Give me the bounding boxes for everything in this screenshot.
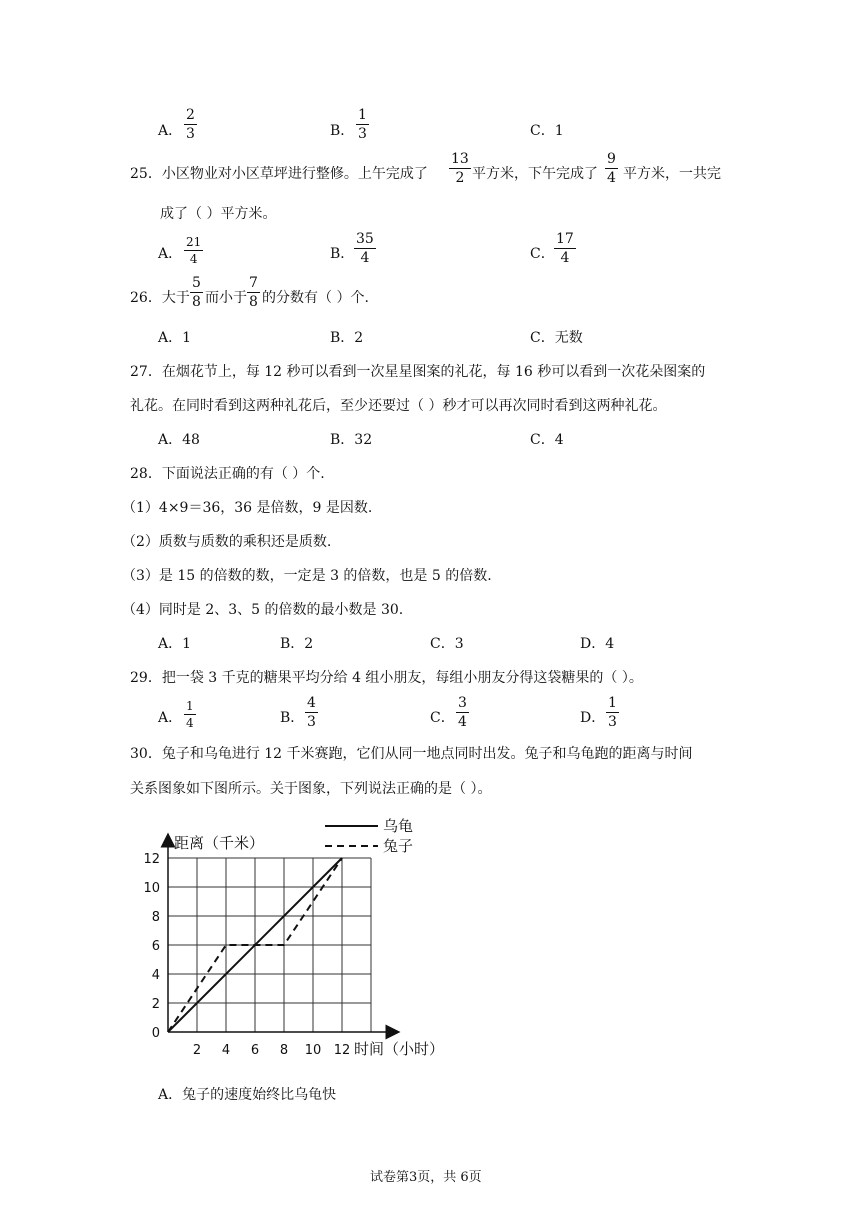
q29-option-b-fraction: $\frac{4}{3}$ bbox=[307, 695, 316, 730]
x-tick-label: 2 bbox=[192, 1043, 202, 1058]
q25-option-a-fraction: $\frac{21}{4}$ bbox=[186, 235, 202, 266]
q26-fraction-5-8: $\frac{5}{8}$ bbox=[192, 275, 201, 310]
y-axis-label: 距离（千米） bbox=[174, 834, 265, 852]
q25-fraction-9-4: $\frac{9}{4}$ bbox=[607, 151, 616, 186]
q27-option-a: A．48 bbox=[158, 432, 200, 448]
y-tick-label: 2 bbox=[151, 997, 160, 1012]
x-tick-label: 6 bbox=[250, 1043, 260, 1058]
q26-option-b: B．2 bbox=[330, 330, 364, 346]
q28-stem: 28．下面说法正确的有（ ）个. bbox=[130, 466, 325, 482]
x-tick-label: 4 bbox=[221, 1043, 231, 1058]
q25-option-a-label: A． bbox=[158, 246, 183, 262]
q25-stem-part2: 平方米，下午完成了 bbox=[472, 166, 598, 182]
x-axis-label: 时间（小时） bbox=[354, 1040, 445, 1058]
q29-option-a-label: A． bbox=[158, 710, 183, 726]
q25-option-b-label: B． bbox=[330, 246, 355, 262]
x-tick-label: 12 bbox=[333, 1043, 351, 1058]
q28-statement-3: （3）是 15 的倍数的数，一定是 3 的倍数，也是 5 的倍数. bbox=[122, 568, 492, 584]
q25-fraction-13-2: $\frac{13}{2}$ bbox=[451, 151, 469, 186]
q28-statement-4: （4）同时是 2、3、5 的倍数的最小数是 30. bbox=[122, 602, 404, 618]
y-tick-label: 10 bbox=[143, 881, 160, 896]
q27-option-b: B．32 bbox=[330, 432, 373, 448]
y-tick-label: 12 bbox=[143, 852, 160, 867]
x-tick-label: 10 bbox=[304, 1043, 322, 1058]
q25-option-c-label: C． bbox=[530, 246, 555, 262]
legend-label: 乌龟 bbox=[383, 817, 414, 835]
q26-stem-part3: 的分数有（ ）个. bbox=[262, 290, 369, 306]
q25-stem-part1: 25．小区物业对小区草坪进行整修。上午完成了 bbox=[130, 166, 428, 182]
y-tick-label: 6 bbox=[151, 939, 160, 954]
q29-option-d-fraction: $\frac{1}{3}$ bbox=[608, 695, 617, 730]
y-tick-label: 0 bbox=[151, 1026, 160, 1041]
q30-option-a: A．兔子的速度始终比乌龟快 bbox=[158, 1087, 337, 1103]
q28-statement-2: （2）质数与质数的乘积还是质数. bbox=[122, 534, 332, 550]
y-tick-label: 8 bbox=[151, 910, 160, 925]
q29-option-b-label: B． bbox=[280, 710, 305, 726]
q24-option-b-label: B． bbox=[330, 123, 355, 139]
q28-option-b: B．2 bbox=[280, 636, 314, 652]
x-tick-label: 8 bbox=[279, 1043, 289, 1058]
q25-stem-line2: 成了（ ）平方米。 bbox=[160, 206, 277, 222]
q30-stem-line2: 关系图象如下图所示。关于图象，下列说法正确的是（ ）。 bbox=[130, 781, 492, 797]
q28-option-a: A．1 bbox=[158, 636, 192, 652]
q26-option-c: C．无数 bbox=[530, 330, 583, 346]
q25-stem-part3: 平方米，一共完 bbox=[623, 166, 721, 182]
q24-option-b-fraction: $\frac{1}{3}$ bbox=[358, 107, 367, 142]
q26-option-a: A．1 bbox=[158, 330, 192, 346]
q29-option-d-label: D． bbox=[580, 710, 606, 726]
q26-fraction-7-8: $\frac{7}{8}$ bbox=[249, 275, 258, 310]
q25-option-b-fraction: $\frac{35}{4}$ bbox=[356, 231, 374, 266]
q26-stem-part2: 而小于 bbox=[205, 290, 247, 306]
q25-option-c-fraction: $\frac{17}{4}$ bbox=[556, 231, 574, 266]
q29-stem: 29．把一袋 3 千克的糖果平均分给 4 组小朋友，每组小朋友分得这袋糖果的（ ）。 bbox=[130, 670, 643, 686]
page-footer: 试卷第3页，共 6页 bbox=[370, 1170, 482, 1185]
q29-option-c-label: C． bbox=[430, 710, 455, 726]
q29-option-c-fraction: $\frac{3}{4}$ bbox=[458, 695, 467, 730]
q24-option-a-fraction: $\frac{2}{3}$ bbox=[186, 107, 195, 142]
q24-option-c: C．1 bbox=[530, 123, 564, 139]
y-tick-label: 4 bbox=[151, 968, 160, 983]
q27-stem-line1: 27．在烟花节上，每 12 秒可以看到一次星星图案的礼花，每 16 秒可以看到一次花朵图案的 bbox=[130, 364, 706, 380]
q28-option-d: D．4 bbox=[580, 636, 615, 652]
q29-option-a-fraction: $\frac{1}{4}$ bbox=[186, 699, 194, 730]
q26-stem-part1: 26．大于 bbox=[130, 290, 190, 306]
legend-label: 兔子 bbox=[383, 837, 414, 855]
q28-option-c: C．3 bbox=[430, 636, 464, 652]
q28-statement-1: （1）4×9＝36，36 是倍数，9 是因数. bbox=[122, 500, 373, 516]
q24-option-a-label: A． bbox=[158, 123, 183, 139]
q27-stem-line2: 礼花。在同时看到这两种礼花后，至少还要过（ ）秒才可以再次同时看到这两种礼花。 bbox=[130, 398, 667, 414]
q30-stem-line1: 30．兔子和乌龟进行 12 千米赛跑，它们从同一地点同时出发。兔子和乌龟跑的距离与时间 bbox=[130, 746, 693, 762]
q27-option-c: C．4 bbox=[530, 432, 564, 448]
